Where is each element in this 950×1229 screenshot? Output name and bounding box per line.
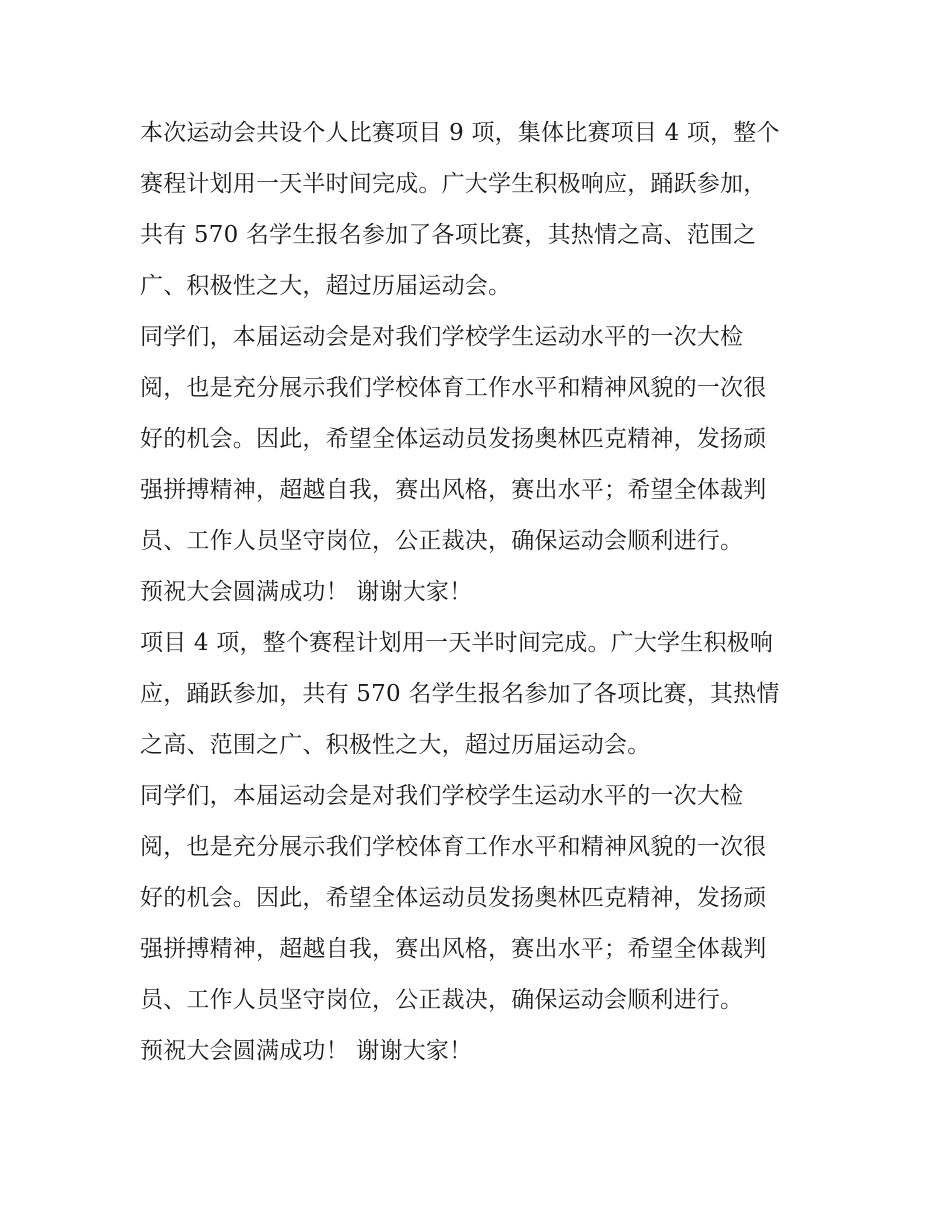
- text-line: 预祝大会圆满成功！ 谢谢大家！: [140, 1038, 473, 1064]
- text-line: 员、工作人员坚守岗位，公正裁决，确保运动会顺利进行。: [140, 987, 744, 1013]
- text-line: 本次运动会共设个人比赛项目 9 项，集体比赛项目 4 项，整个: [140, 120, 780, 146]
- text-line: 好的机会。因此，希望全体运动员发扬奥林匹克精神，发扬顽: [140, 885, 767, 911]
- text-line: 共有 570 名学生报名参加了各项比赛，其热情之高、范围之: [140, 222, 757, 248]
- text-line: 员、工作人员坚守岗位，公正裁决，确保运动会顺利进行。: [140, 528, 744, 554]
- text-line: 赛程计划用一天半时间完成。广大学生积极响应，踊跃参加，: [140, 171, 767, 197]
- document-body: [140, 108, 830, 1077]
- text-line: 好的机会。因此，希望全体运动员发扬奥林匹克精神，发扬顽: [140, 426, 767, 452]
- text-line: 广、积极性之大，超过历届运动会。: [140, 273, 512, 299]
- text-line: 项目 4 项，整个赛程计划用一天半时间完成。广大学生积极响: [140, 630, 774, 656]
- text-line: 预祝大会圆满成功！ 谢谢大家！: [140, 579, 473, 605]
- text-line: 应，踊跃参加，共有 570 名学生报名参加了各项比赛，其热情: [140, 681, 780, 707]
- text-line: 同学们，本届运动会是对我们学校学生运动水平的一次大检: [140, 783, 744, 809]
- text-line: 强拼搏精神，超越自我，赛出风格，赛出水平；希望全体裁判: [140, 936, 767, 962]
- text-line: 同学们，本届运动会是对我们学校学生运动水平的一次大检: [140, 324, 744, 350]
- text-line: 阅，也是充分展示我们学校体育工作水平和精神风貌的一次很: [140, 834, 767, 860]
- text-line: 阅，也是充分展示我们学校体育工作水平和精神风貌的一次很: [140, 375, 767, 401]
- text-line: 强拼搏精神，超越自我，赛出风格，赛出水平；希望全体裁判: [140, 477, 767, 503]
- text-line: 之高、范围之广、积极性之大，超过历届运动会。: [140, 732, 651, 758]
